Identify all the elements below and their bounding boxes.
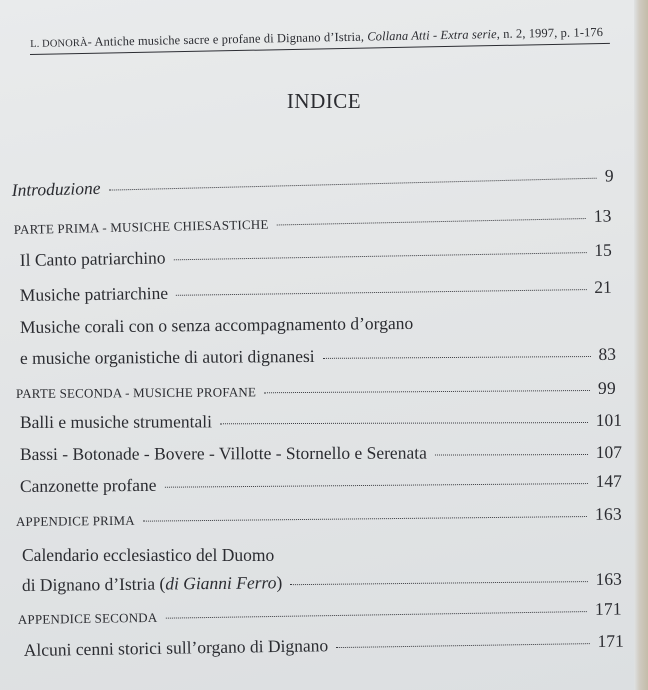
- toc-entry-page: 107: [595, 441, 622, 462]
- toc-entry-appendice-prima: [16, 504, 622, 531]
- toc-entry-label: Balli e musiche strumentali: [19, 411, 212, 432]
- toc-entry-page: 13: [593, 205, 612, 226]
- running-head-details: , n. 2, 1997, p. 1-176: [496, 24, 604, 42]
- toc-entry-appendice-seconda: [18, 599, 622, 629]
- toc-entry-introduzione: [11, 165, 613, 201]
- toc-entry-label: Bassi - Botonade - Bovere - Villotte - Stornello e Serenata: [19, 442, 427, 464]
- toc-entry-calendario: [22, 569, 622, 596]
- toc-entry-page: 171: [594, 598, 622, 619]
- leader-dots: [165, 611, 587, 619]
- toc-entry-page: 163: [594, 503, 622, 524]
- toc-entry-musiche-patriarchine: [20, 277, 612, 306]
- leader-dots: [220, 422, 588, 424]
- toc-entry-canzonette: [20, 471, 622, 497]
- toc-entry-calendario-line1: Calendario ecclesiastico del Duomo: [22, 545, 275, 565]
- toc-entry-balli: [20, 410, 622, 433]
- page-title: INDICE: [286, 89, 362, 113]
- leader-dots: [323, 356, 591, 359]
- toc-entry-label: APPENDICE SECONDA: [17, 609, 158, 628]
- toc-entry-parte-seconda: [16, 378, 616, 403]
- toc-entry-label: Introduzione: [11, 177, 101, 201]
- toc-entry-label: APPENDICE PRIMA: [15, 512, 135, 530]
- toc-entry-page: 9: [604, 165, 614, 186]
- toc-entry-label: di Dignano d’Istria (di Gianni Ferro): [21, 572, 283, 596]
- toc-entry-label: Il Canto patriarchino: [19, 247, 166, 271]
- toc-entry-parte-prima: [14, 205, 612, 239]
- toc-entry-page: 147: [595, 470, 622, 491]
- leader-dots: [290, 581, 587, 585]
- toc-entry-label: Canzonette profane: [19, 474, 157, 497]
- leader-dots: [277, 218, 586, 225]
- running-head-series: Collana Atti - Extra serie: [367, 27, 497, 44]
- toc-entry-label: e musiche organistiche di autori dignanesi: [19, 345, 315, 369]
- leader-dots: [109, 178, 597, 191]
- leader-dots: [176, 289, 586, 296]
- toc-entry-page: 99: [597, 377, 616, 398]
- toc-entry-page: 15: [594, 239, 612, 260]
- leader-dots: [435, 454, 588, 456]
- toc-entry-page: 171: [597, 630, 624, 651]
- toc-entry-page: 83: [598, 343, 616, 364]
- leader-dots: [143, 516, 587, 522]
- toc-entry-label: PARTE PRIMA - MUSICHE CHIESASTICHE: [13, 216, 269, 238]
- toc-entry-organo: [24, 631, 624, 661]
- running-head-author: L. DONORÀ: [30, 37, 88, 50]
- toc-entry-page: 163: [595, 568, 622, 589]
- toc-entry-label: Alcuni cenni storici sull’organo di Dignano: [23, 635, 329, 661]
- toc-entry-page: 101: [595, 409, 622, 430]
- toc-entry-canto-patriarchino: [20, 240, 612, 271]
- toc-entry-page: 21: [594, 276, 612, 297]
- toc-entry-label: PARTE SECONDA - MUSICHE PROFANE: [15, 384, 257, 402]
- toc-entry-musiche-corali: [20, 344, 616, 369]
- leader-dots: [264, 390, 590, 393]
- toc-entry-label: Musiche patriarchine: [19, 282, 169, 306]
- leader-dots: [336, 643, 589, 648]
- leader-dots: [174, 252, 587, 260]
- toc-entry-bassi: [20, 442, 622, 465]
- leader-dots: [164, 483, 587, 488]
- toc-entry-musiche-corali-line1: Musiche corali con o senza accompagnamento d’organo: [19, 312, 414, 338]
- running-head-title: - Antiche musiche sacre e profane di Dignano d’Istria,: [87, 29, 365, 49]
